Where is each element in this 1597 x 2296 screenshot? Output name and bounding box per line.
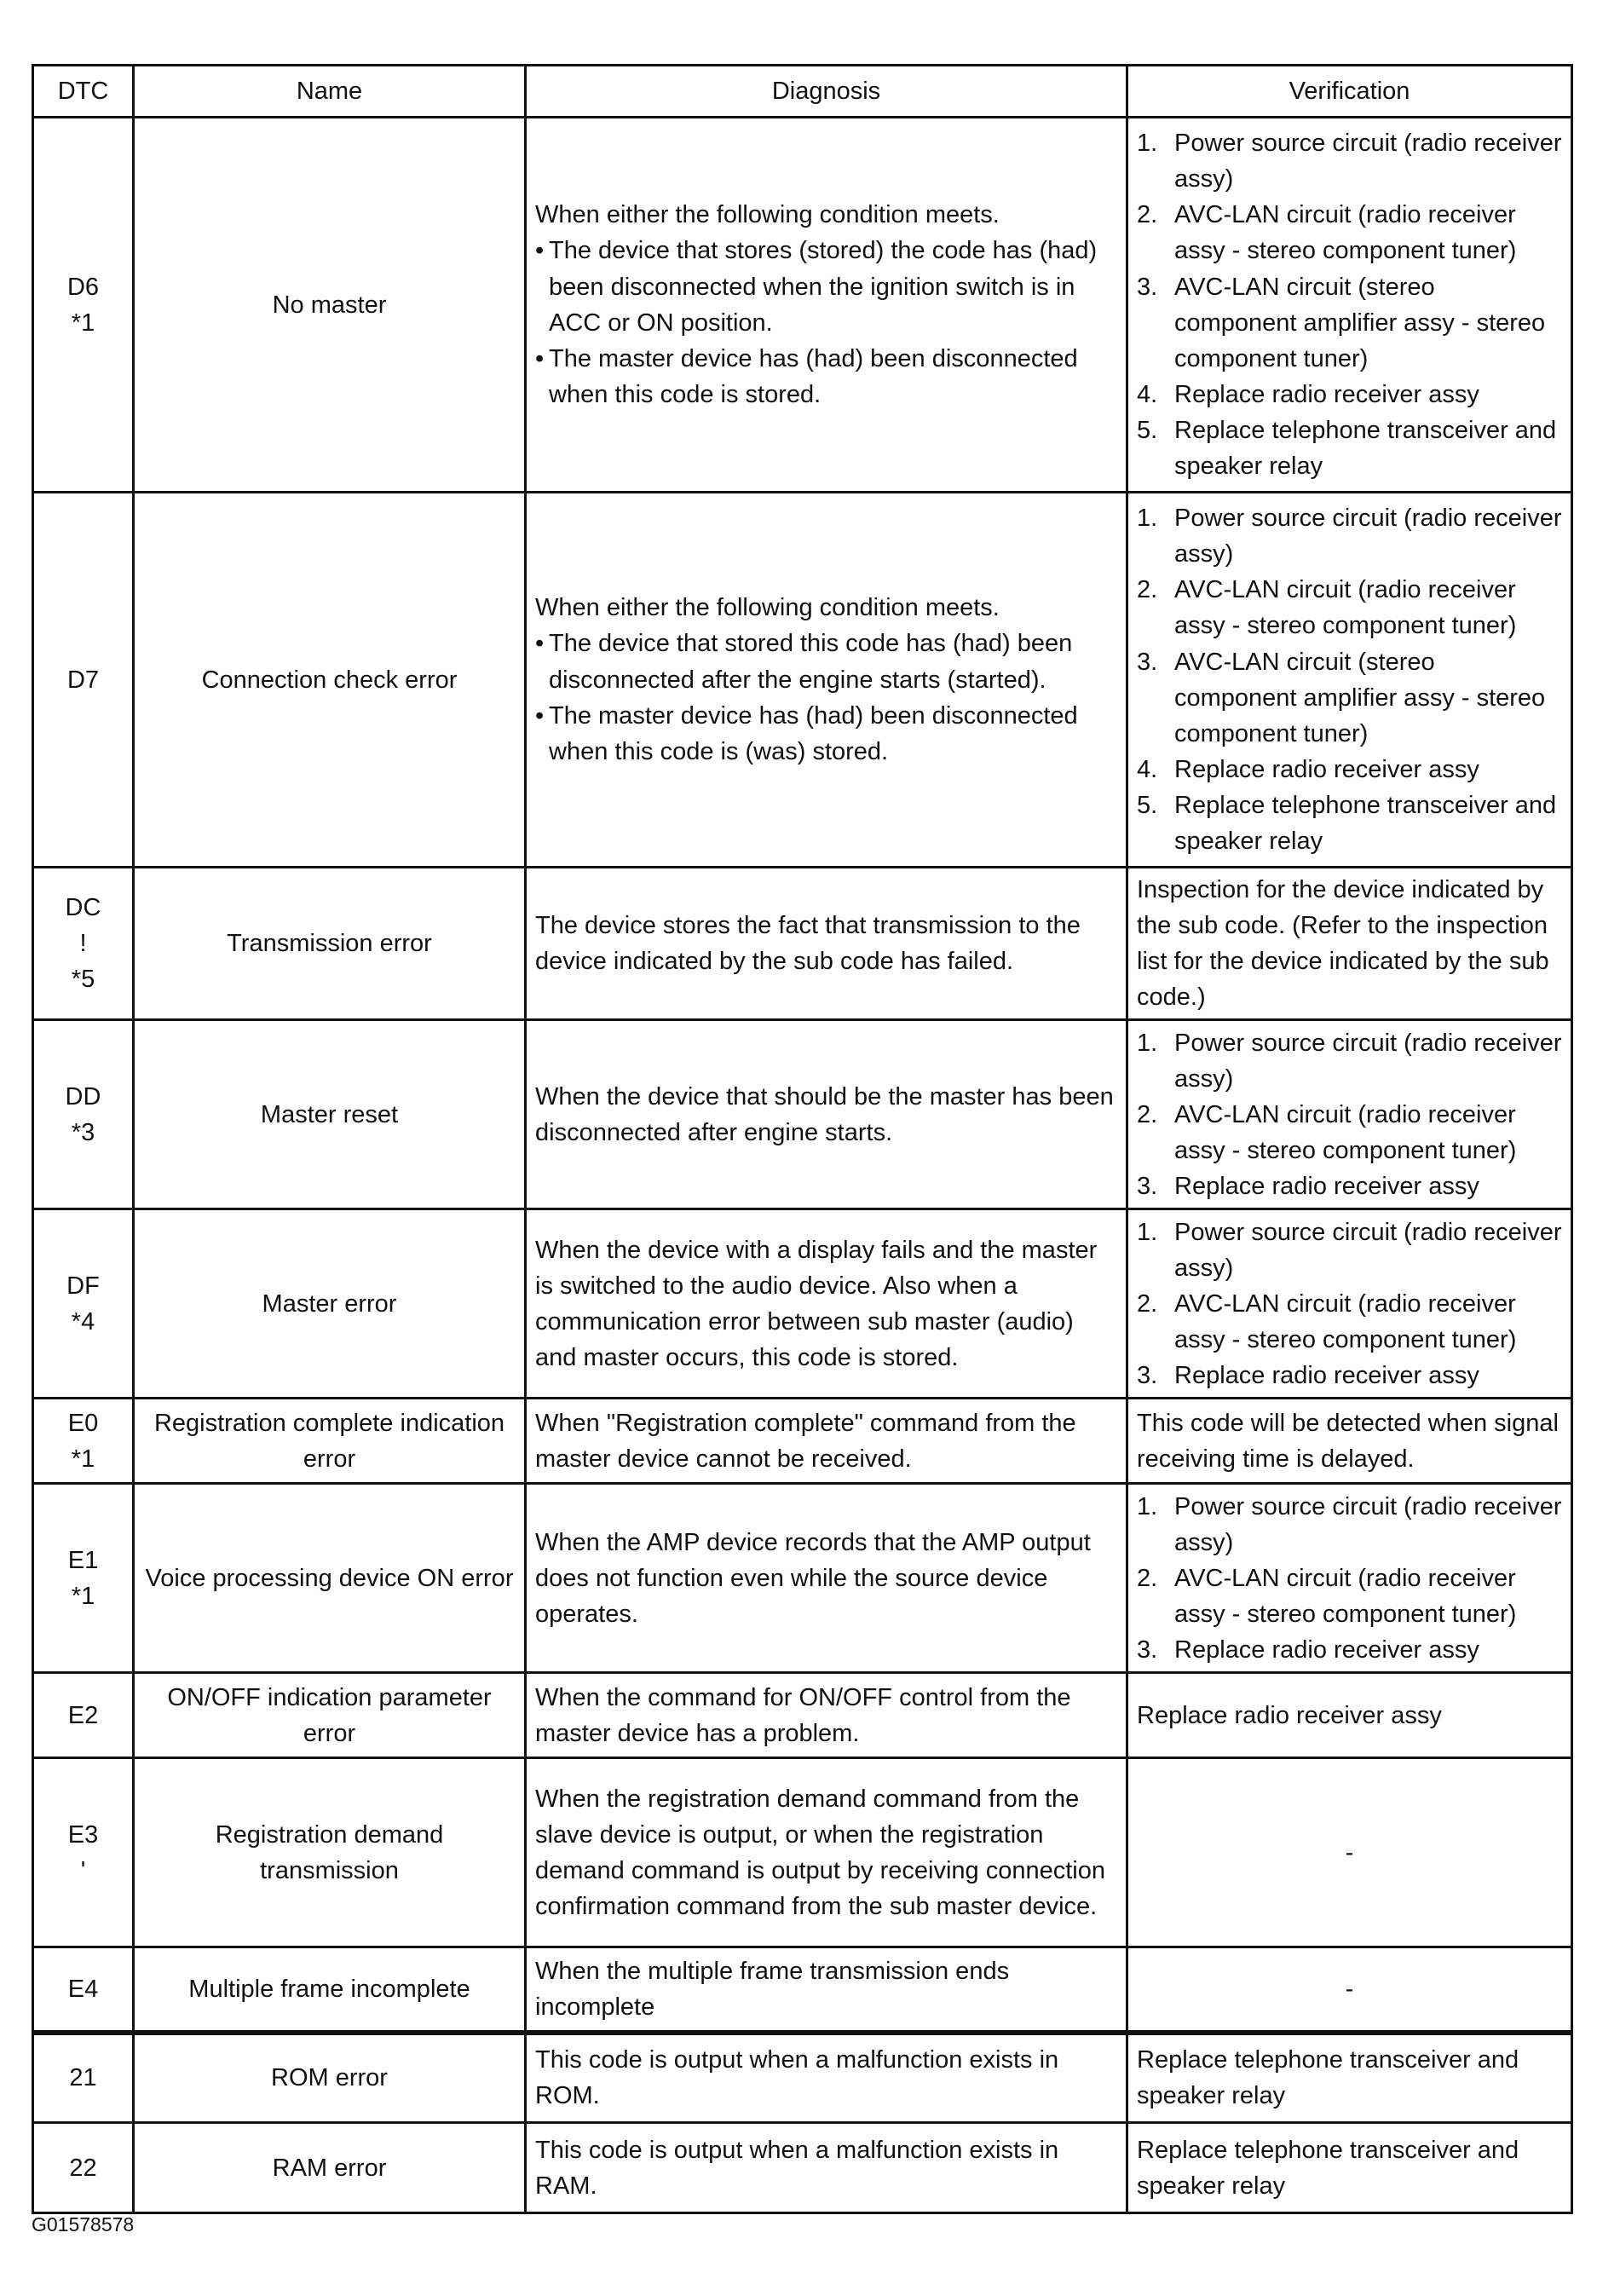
step-text: AVC-LAN circuit (stereo component amplifier assy - stereo component tuner) [1174,648,1546,747]
diagnosis-cell: When the device that should be the master has been disconnected after engine starts. [526,1020,1127,1209]
table-row [33,1947,1572,2033]
dtc-code-line: DD [65,1082,101,1111]
diagnosis-intro: When either the following condition meets. [535,201,1000,229]
step-number: 3. [1137,1361,1158,1389]
diagnosis-cell: When the registration demand command from the slave device is output, or when the registration demand command is output by receiving connection confirmation command from the sub master device. [526,1758,1127,1947]
verification-cell [1127,1020,1572,1209]
diagnosis-cell: When the command for ON/OFF control from the master device has a problem. [526,1673,1127,1758]
step-number: 1. [1137,130,1158,158]
verification-step [1137,1560,1562,1632]
dtc-code-line: ! [79,930,87,958]
diagnosis-cell: This code is output when a malfunction exists in RAM. [526,2123,1127,2213]
dtc-code-line: *1 [71,309,95,337]
verification-cell [1127,1209,1572,1399]
diagnosis-bullet [535,341,1117,412]
diagnosis-cell: When the AMP device records that the AMP output does not function even while the source device operates. [526,1484,1127,1673]
table-row [33,1209,1572,1399]
verification-steps [1137,500,1562,858]
verification-step [1137,1168,1562,1204]
diagnosis-intro: When either the following condition meets. [535,594,1000,622]
step-number: 1. [1137,1218,1158,1246]
step-number: 5. [1137,791,1158,819]
verification-step [1137,787,1562,859]
verification-step [1137,1358,1562,1393]
step-number: 2. [1137,576,1158,604]
step-number: 3. [1137,1172,1158,1200]
dtc-code-cell [33,1673,134,1758]
step-number: 4. [1137,755,1158,783]
verification-steps [1137,1489,1562,1668]
table-row [33,2033,1572,2123]
dtc-name-cell: Multiple frame incomplete [134,1947,526,2033]
diagnosis-bullet-text: The master device has (had) been disconnected when this code is stored. [549,344,1078,408]
verification-steps [1137,125,1562,483]
step-text: Replace radio receiver assy [1174,1361,1479,1389]
dtc-name-cell: Transmission error [134,868,526,1020]
diagnosis-bullet-text: The device that stored this code has (had) been disconnected after the engine starts (started). [549,630,1073,694]
step-text: AVC-LAN circuit (radio receiver assy - stereo component tuner) [1174,1100,1517,1164]
dtc-name-cell: Master reset [134,1020,526,1209]
verification-step [1137,269,1562,377]
dtc-code-line: 21 [69,2064,97,2092]
dtc-code-line: E2 [67,1701,99,1729]
dtc-table [32,64,1573,2214]
verification-step [1137,500,1562,572]
dtc-code-line: D7 [66,666,100,694]
dtc-name-cell: Voice processing device ON error [134,1484,526,1673]
dtc-name-cell: RAM error [134,2123,526,2213]
step-number: 3. [1137,273,1158,301]
step-text: Power source circuit (radio receiver assy) [1174,130,1562,193]
diagnosis-cell [526,493,1127,868]
dtc-name-cell: Connection check error [134,493,526,868]
dtc-code-cell [33,2033,134,2123]
dtc-name-cell: Registration complete indication error [134,1399,526,1484]
diagnosis-cell: When the multiple frame transmission ends incomplete [526,1947,1127,2033]
verification-step [1137,1097,1562,1168]
step-text: AVC-LAN circuit (radio receiver assy - stereo component tuner) [1174,201,1517,265]
dtc-code-cell [33,1399,134,1484]
step-text: Power source circuit (radio receiver assy) [1174,1029,1562,1093]
diagnosis-bullet [535,626,1117,697]
table-row [33,1673,1572,1758]
verification-step [1137,197,1562,268]
dtc-code-cell [33,1209,134,1399]
dtc-code-cell [33,1484,134,1673]
step-text: AVC-LAN circuit (radio receiver assy - stereo component tuner) [1174,576,1517,640]
dtc-table-container [32,64,1571,2214]
step-number: 3. [1137,648,1158,676]
bullet-dot-icon: • [535,701,545,730]
bullet-dot-icon: • [535,344,545,372]
verification-step [1137,644,1562,752]
figure-code: G01578578 [32,2213,135,2235]
diagnosis-cell: This code is output when a malfunction exists in ROM. [526,2033,1127,2123]
verification-cell: - [1127,1947,1572,2033]
table-row [33,2123,1572,2213]
dtc-code-line: *5 [71,966,95,994]
table-row [33,118,1572,493]
verification-step [1137,412,1562,484]
dtc-code-line: E0 [67,1409,99,1437]
verification-step [1137,572,1562,643]
diagnosis-bullet [535,698,1117,770]
step-text: AVC-LAN circuit (radio receiver assy - stereo component tuner) [1174,1564,1517,1628]
table-body [33,118,1572,2213]
dtc-code-cell [33,2123,134,2213]
verification-cell: This code will be detected when signal receiving time is delayed. [1127,1399,1572,1484]
table-row [33,1484,1572,1673]
table-row [33,1758,1572,1947]
step-number: 1. [1137,1492,1158,1520]
verification-cell: Replace telephone transceiver and speaker relay [1127,2123,1572,2213]
verification-cell: Replace radio receiver assy [1127,1673,1572,1758]
step-text: Power source circuit (radio receiver assy) [1174,505,1562,568]
step-text: Replace telephone transceiver and speaker relay [1174,416,1557,480]
diagnosis-bullet-text: The master device has (had) been disconnected when this code is (was) stored. [549,701,1078,765]
table-row [33,493,1572,868]
dtc-name-cell: No master [134,118,526,493]
step-text: Replace radio receiver assy [1174,755,1479,783]
step-text: Replace radio receiver assy [1174,380,1479,408]
step-number: 2. [1137,1564,1158,1592]
verification-cell: - [1127,1758,1572,1947]
verification-cell [1127,118,1572,493]
dtc-name-cell: ON/OFF indication parameter error [134,1673,526,1758]
step-number: 2. [1137,201,1158,229]
step-number: 2. [1137,1100,1158,1128]
diagnosis-bullet-text: The device that stores (stored) the code has (had) been disconnected when the ignition switch is in ACC or ON position. [549,237,1098,337]
step-text: AVC-LAN circuit (stereo component amplifier assy - stereo component tuner) [1174,273,1546,372]
table-row [33,1399,1572,1484]
step-text: Replace radio receiver assy [1174,1172,1479,1200]
dtc-name-cell: ROM error [134,2033,526,2123]
dtc-code-cell [33,1758,134,1947]
step-text: Replace telephone transceiver and speaker relay [1174,791,1557,855]
dtc-code-line: E3 [67,1820,99,1849]
step-number: 3. [1137,1635,1158,1664]
dtc-code-cell [33,493,134,868]
dtc-code-line: 22 [69,2154,97,2182]
step-number: 4. [1137,380,1158,408]
verification-step [1137,377,1562,412]
header-name: Name [134,66,526,118]
dtc-code-line: *4 [71,1307,95,1335]
dtc-code-line: *1 [71,1582,95,1610]
dtc-code-line: *3 [71,1118,95,1146]
dtc-code-line: D6 [66,273,100,301]
bullet-dot-icon: • [535,630,545,658]
dtc-code-cell [33,868,134,1020]
verification-step [1137,1489,1562,1560]
verification-step [1137,1632,1562,1668]
header-verification: Verification [1127,66,1572,118]
diagnosis-bullet [535,233,1117,340]
dtc-code-line: E4 [67,1975,99,2003]
bullet-dot-icon: • [535,237,545,265]
table-row [33,868,1572,1020]
dtc-code-cell [33,118,134,493]
table-header-row [33,66,1572,118]
dtc-code-cell [33,1947,134,2033]
dtc-code-line: E1 [67,1546,99,1574]
verification-step [1137,1025,1562,1097]
verification-step [1137,1286,1562,1358]
diagnosis-cell: The device stores the fact that transmission to the device indicated by the sub code has failed. [526,868,1127,1020]
step-text: AVC-LAN circuit (radio receiver assy - stereo component tuner) [1174,1289,1517,1353]
dtc-code-line: *1 [71,1445,95,1473]
dtc-code-line: ' [80,1856,86,1884]
header-diagnosis: Diagnosis [526,66,1127,118]
dtc-code-line: DC [65,894,101,922]
header-dtc: DTC [33,66,134,118]
table-row [33,1020,1572,1209]
dtc-code-cell [33,1020,134,1209]
verification-step [1137,125,1562,197]
step-number: 1. [1137,505,1158,533]
step-text: Power source circuit (radio receiver assy) [1174,1492,1562,1556]
verification-cell [1127,1484,1572,1673]
verification-steps [1137,1025,1562,1204]
verification-cell: Inspection for the device indicated by the sub code. (Refer to the inspection list for the device indicated by the sub code.) [1127,868,1572,1020]
verification-cell: Replace telephone transceiver and speaker relay [1127,2033,1572,2123]
step-text: Replace radio receiver assy [1174,1635,1479,1664]
step-text: Power source circuit (radio receiver assy) [1174,1218,1562,1282]
dtc-name-cell: Registration demand transmission [134,1758,526,1947]
verification-step [1137,1214,1562,1286]
verification-steps [1137,1214,1562,1393]
step-number: 5. [1137,416,1158,444]
verification-step [1137,752,1562,787]
diagnosis-cell: When the device with a display fails and the master is switched to the audio device. Also when a communication error between sub master (audio) and master occurs, this code is stored. [526,1209,1127,1399]
step-number: 2. [1137,1289,1158,1318]
diagnosis-cell: When "Registration complete" command from the master device cannot be received. [526,1399,1127,1484]
verification-cell [1127,493,1572,868]
diagnosis-cell [526,118,1127,493]
dtc-name-cell: Master error [134,1209,526,1399]
step-number: 1. [1137,1029,1158,1057]
dtc-code-line: DF [66,1272,100,1300]
